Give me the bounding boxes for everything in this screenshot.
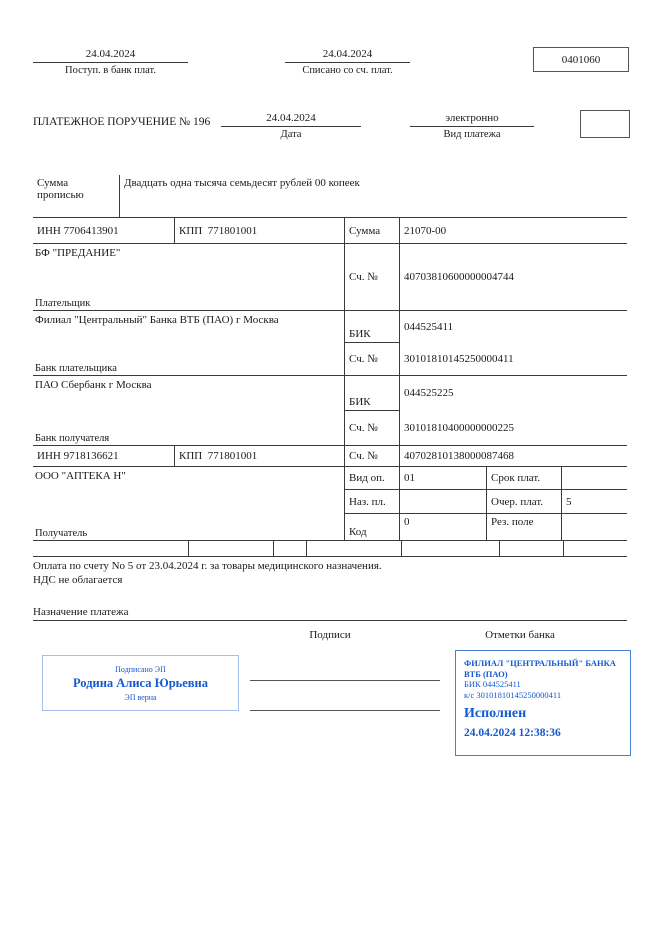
payer-bank-name-cell xyxy=(33,311,345,375)
signature-line-2 xyxy=(250,710,440,711)
payment-kind-block xyxy=(410,112,534,140)
signatures-title: Подписи xyxy=(309,629,351,641)
payee-bank-labels xyxy=(345,376,400,445)
debited-date-label: Списано со сч. плат. xyxy=(302,65,393,76)
budget-field-4 xyxy=(307,541,402,556)
payment-params-grid xyxy=(345,467,627,540)
payer-kpp: КПП 771801001 xyxy=(175,218,345,243)
purpose-line-2: НДС не облагается xyxy=(33,574,123,586)
amount-words-value: Двадцать одна тысяча семьдесят рублей 00 копеек xyxy=(124,177,360,189)
payee-bank-bik: 044525225 xyxy=(404,387,454,400)
payment-table xyxy=(33,175,627,557)
ocher-plat-label: Очер. плат. xyxy=(487,490,562,513)
payee-name: ООО "АПТЕКА Н" xyxy=(35,470,126,482)
payee-bank-label: Банк получателя xyxy=(35,433,110,444)
payer-inn: ИНН 7706413901 xyxy=(33,218,175,243)
bank-stamp xyxy=(455,650,631,756)
amount-words-row xyxy=(33,175,627,218)
payee-bank-account: 30101810400000000225 xyxy=(404,421,514,434)
payee-label: Получатель xyxy=(35,528,88,539)
naz-pl-row xyxy=(345,490,627,514)
bank-stamp-status: Исполнен xyxy=(464,706,527,721)
payment-kind-value: электронно xyxy=(410,112,534,127)
kod-label: Код xyxy=(345,514,400,540)
payment-kind-label: Вид платежа xyxy=(443,129,501,140)
payer-account-label: Сч. № xyxy=(345,244,400,310)
sum-label: Сумма xyxy=(345,218,400,243)
srok-plat-label: Срок плат. xyxy=(487,467,562,489)
ocher-plat-value: 5 xyxy=(566,495,572,508)
kod-row xyxy=(345,514,627,540)
payer-row xyxy=(33,244,627,311)
budget-field-6 xyxy=(500,541,564,556)
received-date-block xyxy=(33,48,188,76)
esignature-name: Родина Алиса Юрьевна xyxy=(72,675,209,690)
budget-field-2 xyxy=(189,541,274,556)
payee-name-cell xyxy=(33,467,345,540)
payee-row xyxy=(33,467,627,541)
naz-pl-label: Наз. пл. xyxy=(345,490,400,513)
budget-fields-row xyxy=(33,541,627,557)
received-date-label: Поступ. в банк плат. xyxy=(65,65,156,76)
payee-account-label: Сч. № xyxy=(345,446,400,466)
payer-account: 40703810600000004744 xyxy=(404,271,514,283)
vid-op-row xyxy=(345,467,627,490)
esignature-line1: Подписано ЭП xyxy=(115,664,166,674)
budget-field-7 xyxy=(564,541,627,556)
bank-stamp-bank-name-line2: ВТБ (ПАО) xyxy=(464,668,508,679)
bank-stamp-bik: БИК 044525411 xyxy=(464,679,521,689)
srok-plat-value xyxy=(562,467,627,489)
sum-value: 21070-00 xyxy=(404,224,447,237)
rez-pole-label: Рез. поле xyxy=(487,514,562,540)
payee-bank-row xyxy=(33,376,627,446)
doc-date-label: Дата xyxy=(280,129,302,140)
bank-marks-title: Отметки банка xyxy=(485,629,555,641)
form-code-value: 0401060 xyxy=(561,53,601,66)
document-title: ПЛАТЕЖНОЕ ПОРУЧЕНИЕ № 196 xyxy=(33,116,211,128)
payer-label: Плательщик xyxy=(35,298,91,309)
bank-stamp-corr-account: к/с 30101810145250000411 xyxy=(464,690,562,700)
payee-bank-bik-label: БИК xyxy=(345,376,399,411)
payee-inn-row xyxy=(33,446,627,467)
payee-bank-name-cell xyxy=(33,376,345,445)
budget-field-5 xyxy=(402,541,500,556)
budget-field-3 xyxy=(274,541,307,556)
esignature-line3: ЭП верна xyxy=(124,692,157,702)
payer-name-cell xyxy=(33,244,345,310)
vid-op-label: Вид оп. xyxy=(345,467,400,489)
payee-inn: ИНН 9718136621 xyxy=(33,446,175,466)
doc-date-block xyxy=(221,112,361,140)
payee-bank-values xyxy=(400,376,627,445)
purpose-text xyxy=(33,559,627,587)
payer-bank-bik-label: БИК xyxy=(345,311,399,343)
vid-op-value: 01 xyxy=(400,467,487,489)
payee-bank-account-label: Сч. № xyxy=(349,421,378,434)
payer-bank-bik: 044525411 xyxy=(404,321,454,333)
payer-bank-row xyxy=(33,311,627,376)
empty-status-box xyxy=(580,110,630,138)
payer-bank-account: 30101810145250000411 xyxy=(404,353,514,365)
form-code-box xyxy=(533,47,629,72)
payer-bank-label: Банк плательщика xyxy=(35,363,117,374)
signature-line-1 xyxy=(250,680,440,681)
debited-date-value: 24.04.2024 xyxy=(285,48,410,63)
payee-account: 40702810138000087468 xyxy=(404,450,514,462)
kod-value: 0 xyxy=(400,514,487,540)
amount-words-label: Сумма прописью xyxy=(33,175,120,217)
payer-name: БФ "ПРЕДАНИЕ" xyxy=(35,247,121,259)
received-date-value: 24.04.2024 xyxy=(33,48,188,63)
debited-date-block xyxy=(285,48,410,76)
purpose-line-1: Оплата по счету No 5 от 23.04.2024 г. за товары медицинского назначения. xyxy=(33,560,382,572)
naz-pl-value xyxy=(400,490,487,513)
payer-bank-values xyxy=(400,311,627,375)
purpose-label: Назначение платежа xyxy=(33,606,627,621)
payee-kpp: КПП 771801001 xyxy=(175,446,345,466)
payer-bank-name: Филиал "Центральный" Банка ВТБ (ПАО) г Москва xyxy=(35,314,279,326)
bank-stamp-bank-name-line1: ФИЛИАЛ "ЦЕНТРАЛЬНЫЙ" БАНКА xyxy=(464,658,616,668)
bank-stamp-datetime: 24.04.2024 12:38:36 xyxy=(464,727,561,739)
payer-bank-labels xyxy=(345,311,400,375)
rez-pole-value xyxy=(562,514,627,540)
payer-inn-row xyxy=(33,218,627,244)
esignature-stamp xyxy=(42,655,239,711)
doc-date-value: 24.04.2024 xyxy=(221,112,361,127)
payer-bank-account-label: Сч. № xyxy=(349,353,378,365)
payee-bank-name: ПАО Сбербанк г Москва xyxy=(35,379,152,391)
budget-field-1 xyxy=(33,541,189,556)
